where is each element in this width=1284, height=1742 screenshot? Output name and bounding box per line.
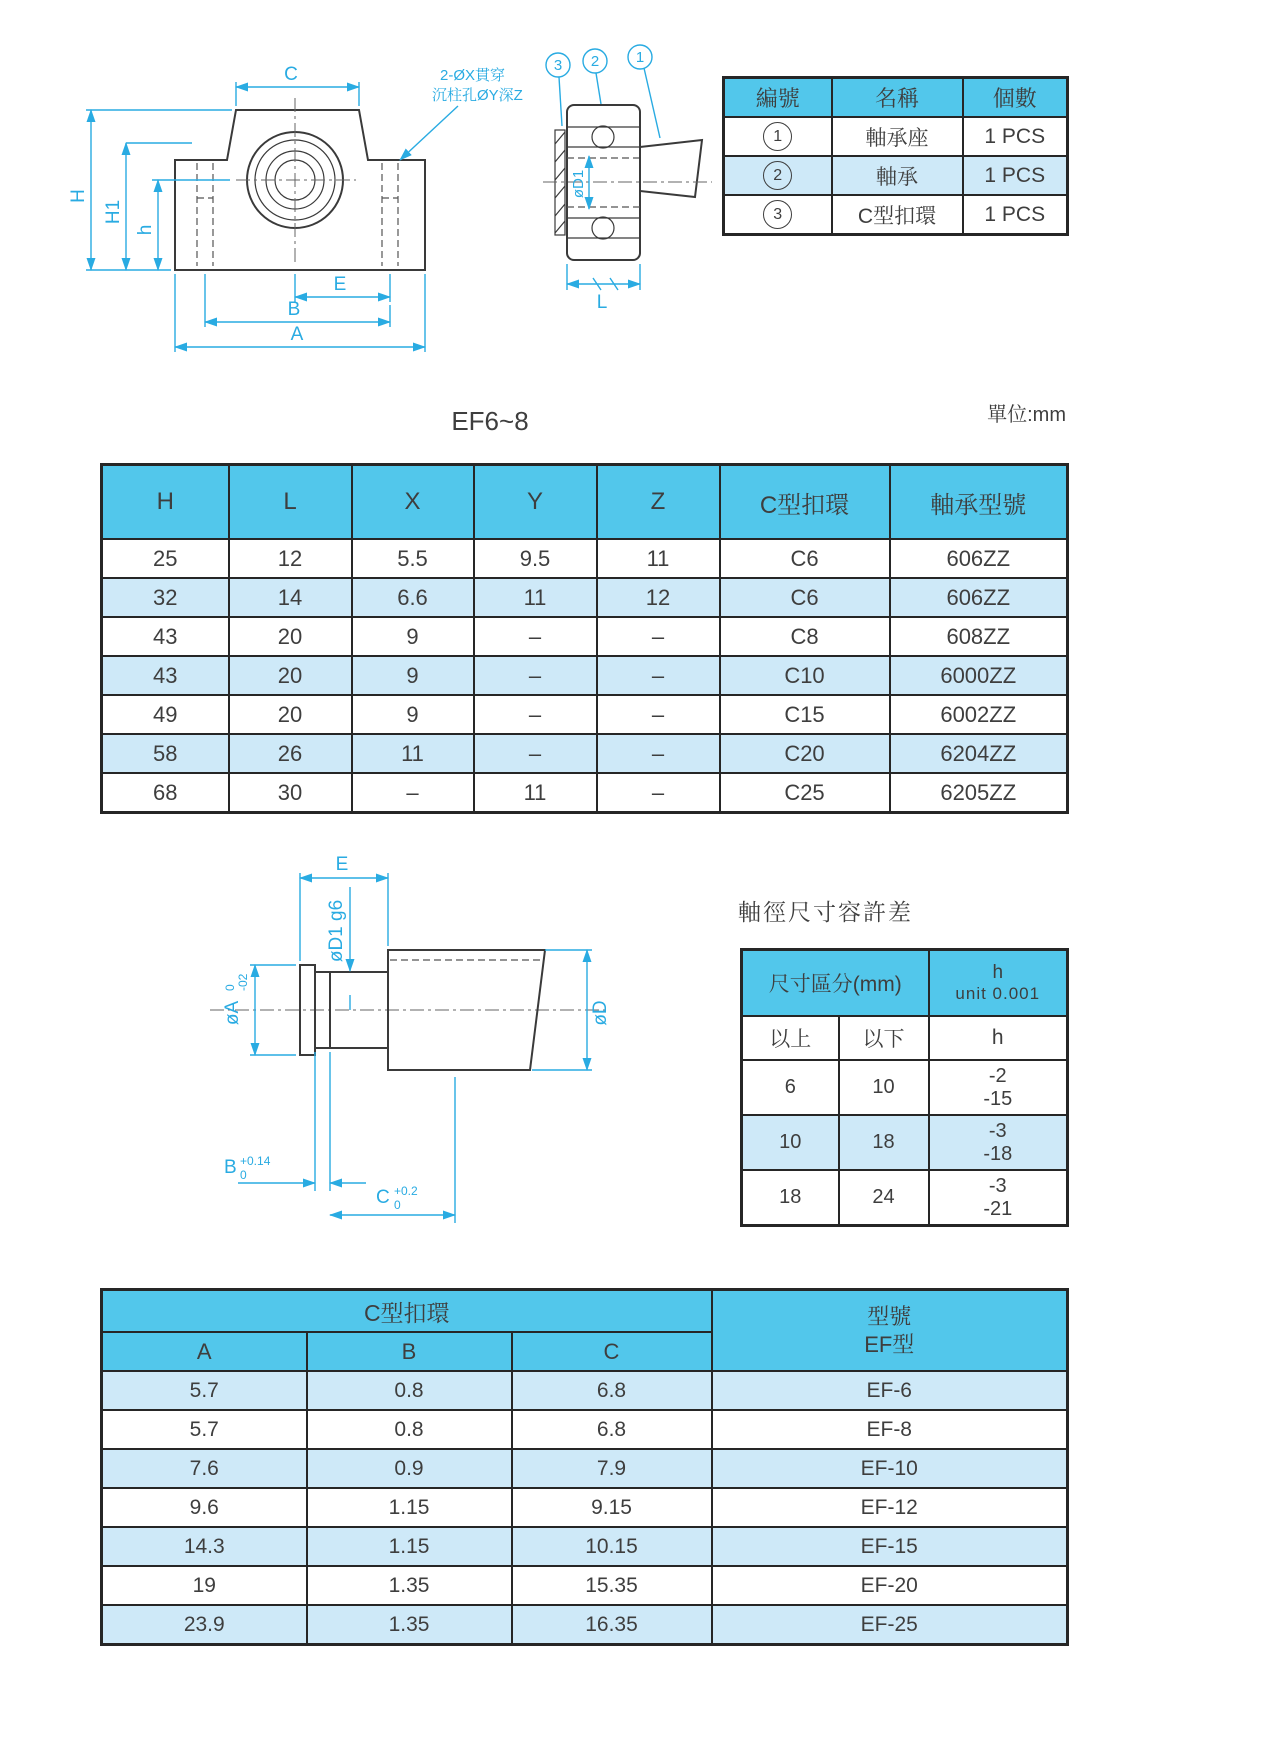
main-header-cring: C型扣環 [720,465,890,540]
cell-model: EF-15 [712,1527,1068,1566]
hidden-hole-right [382,163,398,266]
cell-h: 49 [102,695,229,734]
model-header-line2: EF型 [864,1331,915,1357]
cell-a: 5.7 [102,1371,307,1410]
cell-x: 5.5 [352,539,474,578]
main-header-z: Z [597,465,720,540]
tolerance-header-h: h [992,962,1004,984]
cell-below: 18 [839,1115,929,1170]
cell-model: EF-8 [712,1410,1068,1449]
main-table-row [102,617,1068,656]
model-header-line1: 型號 [867,1304,912,1329]
cring-table-row [102,1449,1068,1488]
tolerance-subheader-row [742,1016,1068,1060]
dim-label-e2: E [335,854,349,875]
parts-header-qty: 個數 [963,78,1068,118]
cring-table-row [102,1527,1068,1566]
cell-above: 10 [742,1115,839,1170]
unit-label: 單位:mm [987,404,1066,426]
part-name-cell: 軸承 [832,156,963,195]
shaft-end-drawing [140,845,660,1245]
cell-bearing-model: 606ZZ [890,539,1068,578]
part-name-cell: 軸承座 [832,117,963,156]
cell-bearing-model: 6000ZZ [890,656,1068,695]
cell-c: 6.8 [512,1371,712,1410]
cell-model: EF-6 [712,1371,1068,1410]
cell-c: 16.35 [512,1605,712,1645]
cell-l: 20 [229,656,352,695]
main-dimension-table [100,463,1069,814]
dim-label-c2: C [376,1187,390,1208]
parts-table-row [724,117,1068,156]
tolerance-subheader-below: 以下 [839,1016,929,1060]
balloon-1-number: 1 [635,49,645,66]
b-tol-top: +0.14 [240,1154,271,1168]
dim-label-h: H [68,189,89,203]
bearing-housing-drawing [40,30,740,375]
cell-above: 18 [742,1170,839,1226]
bearing-ball-top [592,126,614,148]
dim-label-e: E [333,274,347,295]
cell-bearing-model: 608ZZ [890,617,1068,656]
tolerance-subheader-h: h [929,1016,1068,1060]
c-tol-bottom: 0 [394,1198,401,1212]
parts-table-header-row [724,78,1068,118]
cell-y: 9.5 [474,539,597,578]
cell-x: 9 [352,656,474,695]
dim-label-c: C [284,64,298,85]
c-tol-top: +0.2 [394,1184,418,1198]
oa-tol-top: 0 [223,984,237,991]
tolerance-table-row [742,1170,1068,1226]
tolerance-lower: -18 [983,1142,1013,1165]
drill-note-line1: 2-ØX貫穿 [440,67,506,84]
cell-model: EF-12 [712,1488,1068,1527]
cring-model-header [712,1290,1068,1372]
cell-bearing-model: 6204ZZ [890,734,1068,773]
part-number-cell [724,156,832,195]
cell-cring: C20 [720,734,890,773]
cell-b: 1.15 [307,1527,512,1566]
cell-a: 23.9 [102,1605,307,1645]
dim-label-h1: H1 [103,199,124,225]
cell-l: 14 [229,578,352,617]
main-table-row [102,539,1068,578]
dim-label-d1-side: øD1 [570,169,587,199]
tolerance-subheader-above: 以上 [742,1016,839,1060]
cring-group-header: C型扣環 [102,1290,712,1333]
parts-table-row [724,156,1068,195]
part-qty-cell: 1 PCS [963,195,1068,235]
b-tol-bottom: 0 [240,1168,247,1182]
cell-y: 11 [474,773,597,813]
cell-cring: C6 [720,539,890,578]
cell-x: 6.6 [352,578,474,617]
cell-y: – [474,617,597,656]
cell-above: 6 [742,1060,839,1115]
balloon-number: 2 [763,161,792,190]
cell-a: 7.6 [102,1449,307,1488]
main-header-x: X [352,465,474,540]
balloon-3-number: 3 [553,57,563,74]
cell-a: 14.3 [102,1527,307,1566]
tolerance-lower: -15 [983,1087,1013,1110]
cell-y: – [474,734,597,773]
cell-z: 12 [597,578,720,617]
cring-header-c: C [512,1332,712,1371]
cell-z: 11 [597,539,720,578]
part-number-cell [724,117,832,156]
cring-table-row [102,1410,1068,1449]
cell-tolerance [929,1115,1068,1170]
oa-tol-bottom: -02 [236,973,250,991]
dim-label-b: B [287,299,301,320]
cell-l: 30 [229,773,352,813]
parts-header-no: 編號 [724,78,832,118]
tolerance-header-unit: unit 0.001 [955,984,1041,1004]
cell-b: 1.15 [307,1488,512,1527]
cell-a: 5.7 [102,1410,307,1449]
cring-table-row [102,1488,1068,1527]
cell-h: 43 [102,617,229,656]
part-number-cell [724,195,832,235]
dim-label-a: A [290,324,304,345]
parts-header-name: 名稱 [832,78,963,118]
cell-l: 12 [229,539,352,578]
tolerance-table-row [742,1115,1068,1170]
parts-table-row [724,195,1068,235]
cell-below: 24 [839,1170,929,1226]
drill-note-line2: 沉柱孔ØY深Z [432,87,523,104]
tolerance-table-row [742,1060,1068,1115]
cring-table-row [102,1605,1068,1645]
cell-c: 7.9 [512,1449,712,1488]
main-header-h: H [102,465,229,540]
cell-y: – [474,695,597,734]
tolerance-header-range: 尺寸區分(mm) [742,950,929,1017]
cell-x: – [352,773,474,813]
cell-cring: C25 [720,773,890,813]
main-table-row [102,578,1068,617]
part-qty-cell: 1 PCS [963,156,1068,195]
dim-label-d1g6: øD1 g6 [326,899,347,963]
cell-bearing-model: 6002ZZ [890,695,1068,734]
cell-b: 0.9 [307,1449,512,1488]
cell-z: – [597,695,720,734]
dim-label-oa: øA [222,1000,243,1026]
dim-label-b2: B [224,1157,237,1178]
cell-b: 1.35 [307,1605,512,1645]
main-header-y: Y [474,465,597,540]
cell-model: EF-10 [712,1449,1068,1488]
cell-tolerance [929,1170,1068,1226]
part-name-cell: C型扣環 [832,195,963,235]
cring-group-header-row [102,1290,1068,1333]
cell-y: – [474,656,597,695]
balloon-number: 1 [763,122,792,151]
shaft-tolerance-table [740,948,1069,1227]
cell-x: 9 [352,695,474,734]
main-table-row [102,734,1068,773]
main-table-row [102,695,1068,734]
cell-z: – [597,617,720,656]
tolerance-header-h-unit [929,950,1068,1017]
cell-z: – [597,656,720,695]
cell-z: – [597,734,720,773]
cell-l: 20 [229,617,352,656]
figure-title: EF6~8 [451,406,529,436]
cell-cring: C10 [720,656,890,695]
cring-header-a: A [102,1332,307,1371]
tolerance-upper: -2 [988,1064,1007,1087]
cell-h: 32 [102,578,229,617]
cell-model: EF-20 [712,1566,1068,1605]
main-table-row [102,656,1068,695]
tolerance-lower: -21 [983,1197,1013,1220]
bearing-ball-bottom [592,217,614,239]
c-ring-dimension-table [100,1288,1069,1646]
shaft-stub [640,140,702,197]
cell-a: 9.6 [102,1488,307,1527]
cell-l: 26 [229,734,352,773]
cell-h: 43 [102,656,229,695]
dim-label-l: L [596,292,608,313]
main-table-row [102,773,1068,813]
cell-x: 9 [352,617,474,656]
cell-bearing-model: 606ZZ [890,578,1068,617]
cell-h: 58 [102,734,229,773]
main-table-header-row [102,465,1068,540]
cell-cring: C8 [720,617,890,656]
cell-cring: C15 [720,695,890,734]
cell-b: 0.8 [307,1410,512,1449]
cell-z: – [597,773,720,813]
dim-label-h-small: h [135,224,156,236]
main-header-bearing-model: 軸承型號 [890,465,1068,540]
cring-header-b: B [307,1332,512,1371]
part-qty-cell: 1 PCS [963,117,1068,156]
cell-c: 15.35 [512,1566,712,1605]
cring-table-row [102,1371,1068,1410]
balloon-2-number: 2 [590,53,600,70]
cell-c: 10.15 [512,1527,712,1566]
cell-below: 10 [839,1060,929,1115]
cell-y: 11 [474,578,597,617]
balloon-number: 3 [763,200,792,229]
cell-bearing-model: 6205ZZ [890,773,1068,813]
cell-a: 19 [102,1566,307,1605]
cring-table-row [102,1566,1068,1605]
tolerance-upper: -3 [988,1174,1007,1197]
cell-x: 11 [352,734,474,773]
cell-h: 25 [102,539,229,578]
cell-l: 20 [229,695,352,734]
cell-model: EF-25 [712,1605,1068,1645]
cell-tolerance [929,1060,1068,1115]
cell-b: 1.35 [307,1566,512,1605]
tolerance-upper: -3 [988,1119,1007,1142]
tolerance-header-row [742,950,1068,1017]
hidden-hole-left [197,163,213,266]
cell-cring: C6 [720,578,890,617]
parts-list-table [722,76,1069,236]
tolerance-table-title: 軸徑尺寸容許差 [738,899,913,925]
cell-c: 9.15 [512,1488,712,1527]
cell-h: 68 [102,773,229,813]
cell-b: 0.8 [307,1371,512,1410]
main-header-l: L [229,465,352,540]
dim-label-od: øD [590,1000,611,1026]
cell-c: 6.8 [512,1410,712,1449]
